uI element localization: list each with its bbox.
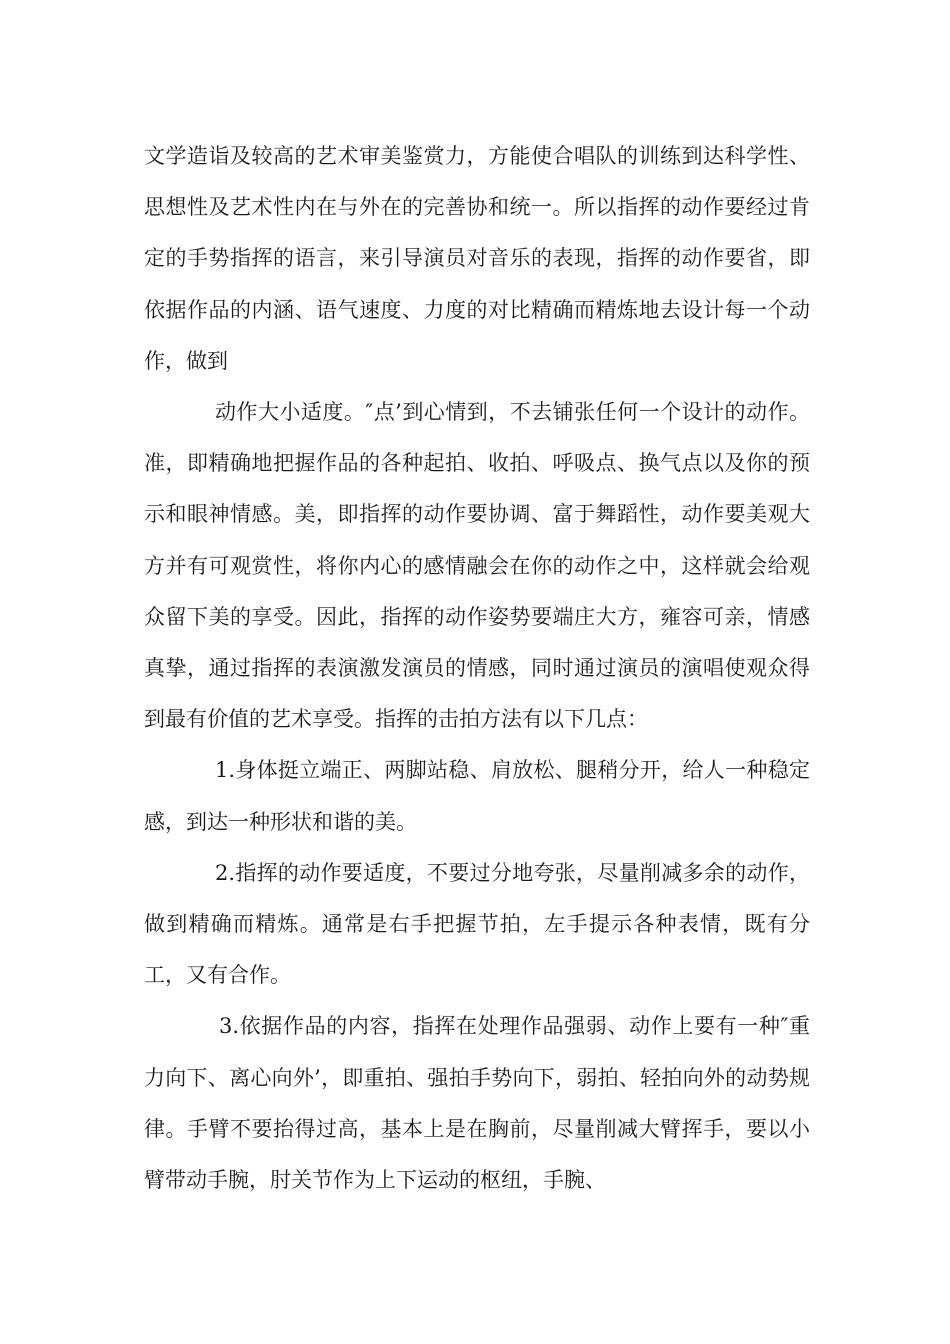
paragraph-2: 动作大小适度。″点’到心情到，不去铺张任何一个设计的动作。准，即精确地把握作品的各种起拍、收拍、呼吸点、换气点以及你的预示和眼神情感。美，即指挥的动作要协调、富于舞蹈性，动作要美观大方并有可观赏性，将你内心的感情融会在你的动作之中，这样就会给观众留下美的享受。因此，指挥的动作姿势要端庄大方，雍容可亲，情感真挚，通过指挥的表演激发演员的情感，同时通过演员的演唱使观众得到最有价值的艺术享受。指挥的击拍方法有以下几点：: [144, 400, 810, 732]
paragraph-1: 文学造诣及较高的艺术审美鉴赏力，方能使合唱队的训练到达科学性、思想性及艺术性内在与外在的完善协和统一。所以指挥的动作要经过肯定的手势指挥的语言，来引导演员对音乐的表现，指挥的动作要省，即依据作品的内涵、语气速度、力度的对比精确而精炼地去设计每一个动作，做到: [144, 144, 810, 373]
paragraph-3: 1.身体挺立端正、两脚站稳、肩放松、腿稍分开，给人一种稳定感，到达一种形状和谐的美。: [144, 758, 810, 834]
paragraph-5: 3.依据作品的内容，指挥在处理作品强弱、动作上要有一种″重力向下、离心向外’，即重拍、强拍手势向下，弱拍、轻拍向外的动势规律。手臂不要抬得过高，基本上是在胸前，尽量削减大臂挥手，要以小臂带动手腕，肘关节作为上下运动的枢纽，手腕、: [144, 1014, 810, 1193]
paragraph-4: 2.指挥的动作要适度，不要过分地夸张，尽量削减多余的动作，做到精确而精炼。通常是右手把握节拍，左手提示各种表情，既有分工，又有合作。: [144, 860, 810, 988]
document-body: [144, 131, 810, 1206]
